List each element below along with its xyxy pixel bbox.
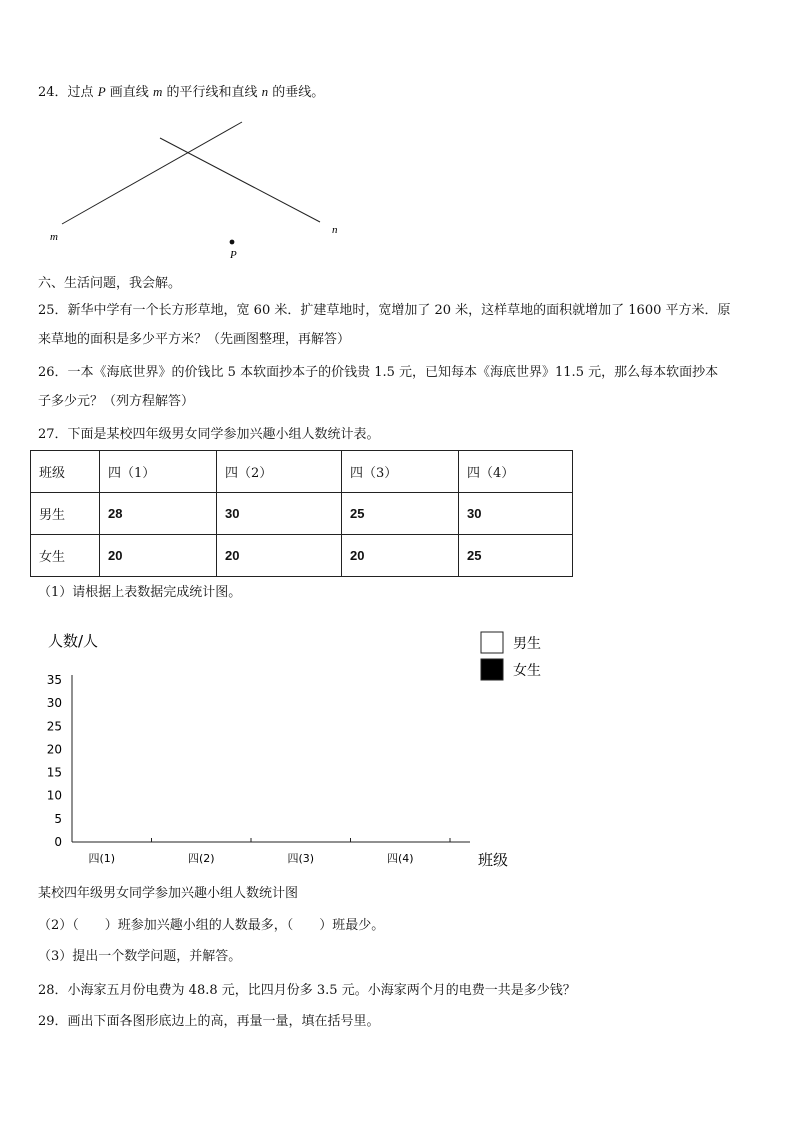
x-tick-label: 四(3) — [287, 852, 315, 865]
q26-line1: 26．一本《海底世界》的价钱比 5 本软面抄本子的价钱贵 1.5 元，已知每本《海底世界》11.5 元，那么每本软面抄本 — [38, 365, 719, 380]
y-tick-label: 10 — [46, 788, 62, 803]
y-tick-label: 5 — [54, 811, 62, 826]
table-cell: 男生 — [31, 493, 100, 535]
legend-label: 女生 — [513, 663, 541, 679]
y-tick-label: 20 — [46, 742, 62, 757]
y-tick-label: 30 — [46, 696, 62, 711]
q27-intro: 27．下面是某校四年级男女同学参加兴趣小组人数统计表。 — [38, 427, 380, 442]
table-cell: 25 — [459, 535, 573, 577]
table-cell: 28 — [100, 493, 217, 535]
table-cell: 班级 — [31, 451, 100, 493]
legend-label: 男生 — [513, 636, 541, 652]
y-tick-label: 0 — [54, 835, 62, 849]
q28-text: 28．小海家五月份电费为 48.8 元，比四月份多 3.5 元。小海家两个月的电费一共是多少钱？ — [38, 983, 576, 998]
y-tick-label: 35 — [46, 673, 62, 687]
q27-sub3: （3）提出一个数学问题，并解答。 — [38, 949, 242, 964]
x-tick-label: 四(2) — [187, 852, 215, 865]
table-cell: 四（2） — [217, 451, 342, 493]
q25-line1: 25．新华中学有一个长方形草地，宽 60 米．扩建草地时，宽增加了 20 米，这样草地的面积就增加了 1600 平方米．原 — [38, 303, 731, 318]
table-cell: 25 — [342, 493, 459, 535]
q26-line2: 子多少元？（列方程解答） — [38, 394, 195, 409]
point-p — [230, 240, 235, 245]
chart-caption: 某校四年级男女同学参加兴趣小组人数统计图 — [38, 886, 299, 901]
table-cell: 20 — [100, 535, 217, 577]
legend-swatch — [481, 632, 503, 653]
table-cell: 30 — [459, 493, 573, 535]
table-row — [31, 493, 573, 535]
y-tick-label: 15 — [46, 765, 62, 780]
q25-line2: 来草地的面积是多少平方米？（先画图整理，再解答） — [38, 332, 351, 347]
table-cell: 四（3） — [342, 451, 459, 493]
q29-text: 29．画出下面各图形底边上的高，再量一量，填在括号里。 — [38, 1014, 380, 1029]
label-m: m — [50, 231, 58, 243]
x-tick-label: 四(1) — [88, 852, 116, 865]
y-tick-label: 25 — [46, 719, 62, 734]
legend-swatch — [481, 659, 503, 680]
table-row — [31, 535, 573, 577]
table-cell: 四（4） — [459, 451, 573, 493]
bar-chart — [0, 620, 600, 880]
label-p: P — [230, 249, 237, 261]
stats-table — [30, 450, 573, 577]
q24-text: 24．过点 P 画直线 m 的平行线和直线 n 的垂线。 — [38, 84, 325, 100]
table-cell: 四（1） — [100, 451, 217, 493]
label-n: n — [332, 224, 338, 236]
table-cell: 20 — [217, 535, 342, 577]
y-axis-label: 人数/人 — [48, 632, 99, 650]
section-6-heading: 六、生活问题，我会解。 — [38, 276, 182, 291]
x-tick-label: 四(4) — [386, 852, 414, 865]
line-n — [160, 138, 320, 222]
q27-sub2: （2）（ ）班参加兴趣小组的人数最多，（ ）班最少。 — [38, 918, 385, 933]
table-header-row — [31, 451, 573, 493]
q27-sub1: （1）请根据上表数据完成统计图。 — [38, 585, 242, 600]
x-axis-label: 班级 — [478, 851, 509, 869]
lines-figure — [0, 110, 400, 270]
table-cell: 20 — [342, 535, 459, 577]
table-cell: 女生 — [31, 535, 100, 577]
table-cell: 30 — [217, 493, 342, 535]
line-m — [62, 122, 242, 224]
